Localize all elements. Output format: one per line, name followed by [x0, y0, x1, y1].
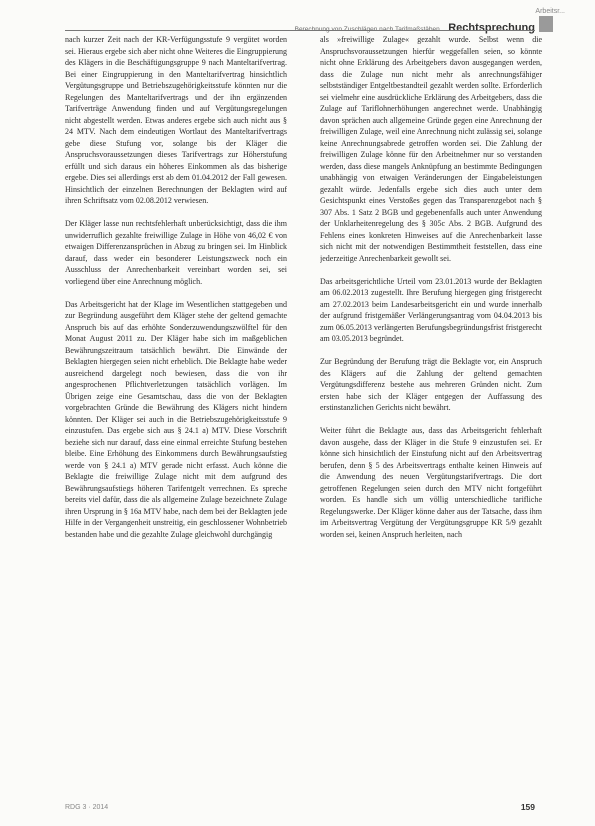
page-footer — [65, 802, 535, 816]
running-head-label: Arbeitsr... — [535, 8, 565, 15]
left-column — [65, 34, 287, 798]
paragraph: nach kurzer Zeit nach der KR-Verfügungsstufe 9 vergütet worden sei. Hieraus ergebe sich aber nicht ohne Weiteres die Eingruppierung des Klägers in die Beschäftigungsgruppe 9 nach Manteltarifvertrag. Bei einer Eingruppierung in den Manteltarifvertrag hinsichtlich Vergütungsgruppe und Betriebszugehörigkeitsstufe könnten nur die Regelungen des Manteltarifvertrags und der ihn ergänzenden Tarifverträge Anwendung finden und auf Vergütungsregelungen nicht abgestellt werden. Etwas anderes ergebe sich auch nicht aus § 24 MTV. Nach dem eindeutigen Wortlaut des Manteltarifvertrags gebe diese Stufung vor, solange bis der Kläger die Anspruchsvoraussetzungen dieses Tarifvertrags zur Höherstufung erfüllt und sich daraus ein höheres Einkommen als das bisherige ergebe. Dies sei allerdings erst ab dem 01.04.2012 der Fall gewesen. Hinsichtlich der einzelnen Berechnungen der Beklagten wird auf ihren Schriftsatz vom 02.08.2012 verwiesen. — [65, 35, 287, 205]
paragraph: Das arbeitsgerichtliche Urteil vom 23.01.2013 wurde der Beklagten am 06.02.2013 zugestellt. Ihre Berufung hiergegen ging fristgerecht am 27.02.2013 beim Landesarbeitsgericht ein und wurde innerhalb der aufgrund fristgemäßer Verlängerungsantrag vom 04.04.2013 bis zum 06.05.2013 verlängerten Berufungsbegründungsfrist fristgerecht am 03.05.2013 begründet. — [320, 276, 542, 343]
paragraph: Der Kläger lasse nun rechtsfehlerhaft unberücksichtigt, dass die ihm unwiderruflich gezahlte freiwillige Zulage in Höhe von 46,02 € von etwaigen Differenzansprüchen in Abzug zu bringen sei. Im Hinblick darauf, dass weder ein besonderer Leistungszweck noch ein Ausschluss der Anrechenbarkeit vereinbart worden sei, sei vorliegend über eine Anrechnung möglich. — [65, 219, 287, 286]
section-title: Rechtsprechung — [448, 22, 535, 34]
section-tab-marker — [539, 16, 553, 32]
paragraph: Weiter führt die Beklagte aus, dass das Arbeitsgericht fehlerhaft davon ausgehe, dass der Kläger in die Stufe 9 einzustufen sei. Er könne sich hinsichtlich der Einstufung nicht auf den Arbeitsvertrag berufen, denn § 5 des Arbeitsvertrags enthalte keinen Hinweis auf die Anwendung des neuen Vergütungstarifvertrags. Die dort getroffenen Regelungen seien durch den MTV nicht fortgeführt worden. Es handle sich um völlig unterschiedliche tarifliche Regelungswerke. Der Kläger könne daher aus der Tatsache, dass ihm im Arbeitsvertrag Vergütung der Vergütungsgruppe KR 5/9 gezahlt worden sei, keinen Anspruch herleiten, nach — [320, 426, 542, 539]
header-subtitle: Berechnung von Zuschlägen nach Tarifmaßstäben — [294, 26, 440, 33]
page-number: 159 — [520, 802, 535, 812]
right-column — [320, 34, 542, 798]
paragraph: Zur Begründung der Berufung trägt die Beklagte vor, ein Anspruch des Klägers auf die Zahlung der geltend gemachten Vergütungsdifferenz bestehe aus mehreren Gründen nicht. Zum ersten habe sich der Kläger entgegen der Auffassung des erstinstanzlichen Gerichts nicht bewährt. — [320, 357, 542, 412]
paragraph: als »freiwillige Zulage« gezahlt wurde. Selbst wenn die Anspruchsvoraussetzungen hierfür weggefallen seien, so könnte nicht ohne Erklärung des Arbeitgebers davon ausgegangen werden, dass die Zulage nun nicht mehr als anrechnungsfähiger selbstständiger Entgeltbestandteil gezahlt werden sollte. Erforderlich sei vielmehr eine ausdrückliche Erklärung des Arbeitgebers, dass die Zulage auf Tariflohnerhöhungen angerechnet werde. Unabhängig davon sprächen auch allgemeine Gründe gegen eine Anrechnung der freiwilligen Zulage, weil eine Anrechnung nicht zulässig sei, solange keine Anrechnungsabrede getroffen worden sei. Die Zahlung der freiwilligen Zulage könne für den Arbeitnehmer nur so verstanden werden, dass diese mangels Anknüpfung an bestimmte Bedingungen unabhängig von etwaigen Veränderungen der Eingabeleistungen gezahlt würde. Jedenfalls ergebe sich dies auch unter dem Gesichtspunkt eines Verstoßes gegen das Transparenzgebot nach § 307 Abs. 1 Satz 2 BGB und gegebenenfalls auch unter Anwendung der Unklarheitenregelung des § 305c Abs. 2 BGB. Aufgrund des Fehlens eines konkreten Hinweises auf die Anrechenbarkeit lasse sich nicht mit der notwendigen Bestimmtheit feststellen, dass eine jederzeitige Anrechenbarkeit gewollt sei. — [320, 35, 542, 263]
issue-label: RDG 3 · 2014 — [65, 804, 109, 811]
header-rule — [65, 30, 535, 31]
paragraph: Das Arbeitsgericht hat der Klage im Wesentlichen stattgegeben und zur Begründung ausgeführt dem Kläger stehe der geltend gemachte Anspruch bis auf das erhöhte Sonderzuwendungszwölftel für den Monat August 2011 zu. Der Kläger habe sich im maßgeblichen Bewährungszeitraum tatsächlich bewährt. Die Einwände der Beklagten hiergegen seien nicht erheblich. Die Beklagte habe weder ausreichend dargelegt noch bewiesen, dass die von ihr angesprochenen Pflichtverletzungen tatsächlich vorlägen. Im Übrigen zeige eine Gesamtschau, dass die von der Beklagten vorgebrachten Gründe die Bewährung des Klägers nicht hindern könnten. Der Kläger sei auch in die Betriebszugehörigkeitsstufe 9 einzustufen. Das ergebe sich aus § 24.1 a) MTV. Diese Vorschrift beziehe sich nur darauf, dass eine einmal erreichte Stufung bestehen bleibe. Eine Erhöhung des Einkommens durch Bewährungsaufstieg werde von § 24.1 a) MTV gerade nicht erfasst. Auch könne die Beklagte die freiwillige Zulage nicht mit dem aufgrund des Bewährungsaufstiegs höheren Tarifentgelt verrechnen. Es spreche bereits viel dafür, dass die als allgemeine Zulage bezeichnete Zulage ihren Ursprung in § 16a MTV habe, nach dem bei der Beklagten jede Hilfe in der Vergangenheit unstreitig, ein geschlossener Wohnbetrieb bestanden habe und die gezahlte Zulage gleichwohl durchgängig — [65, 299, 287, 539]
